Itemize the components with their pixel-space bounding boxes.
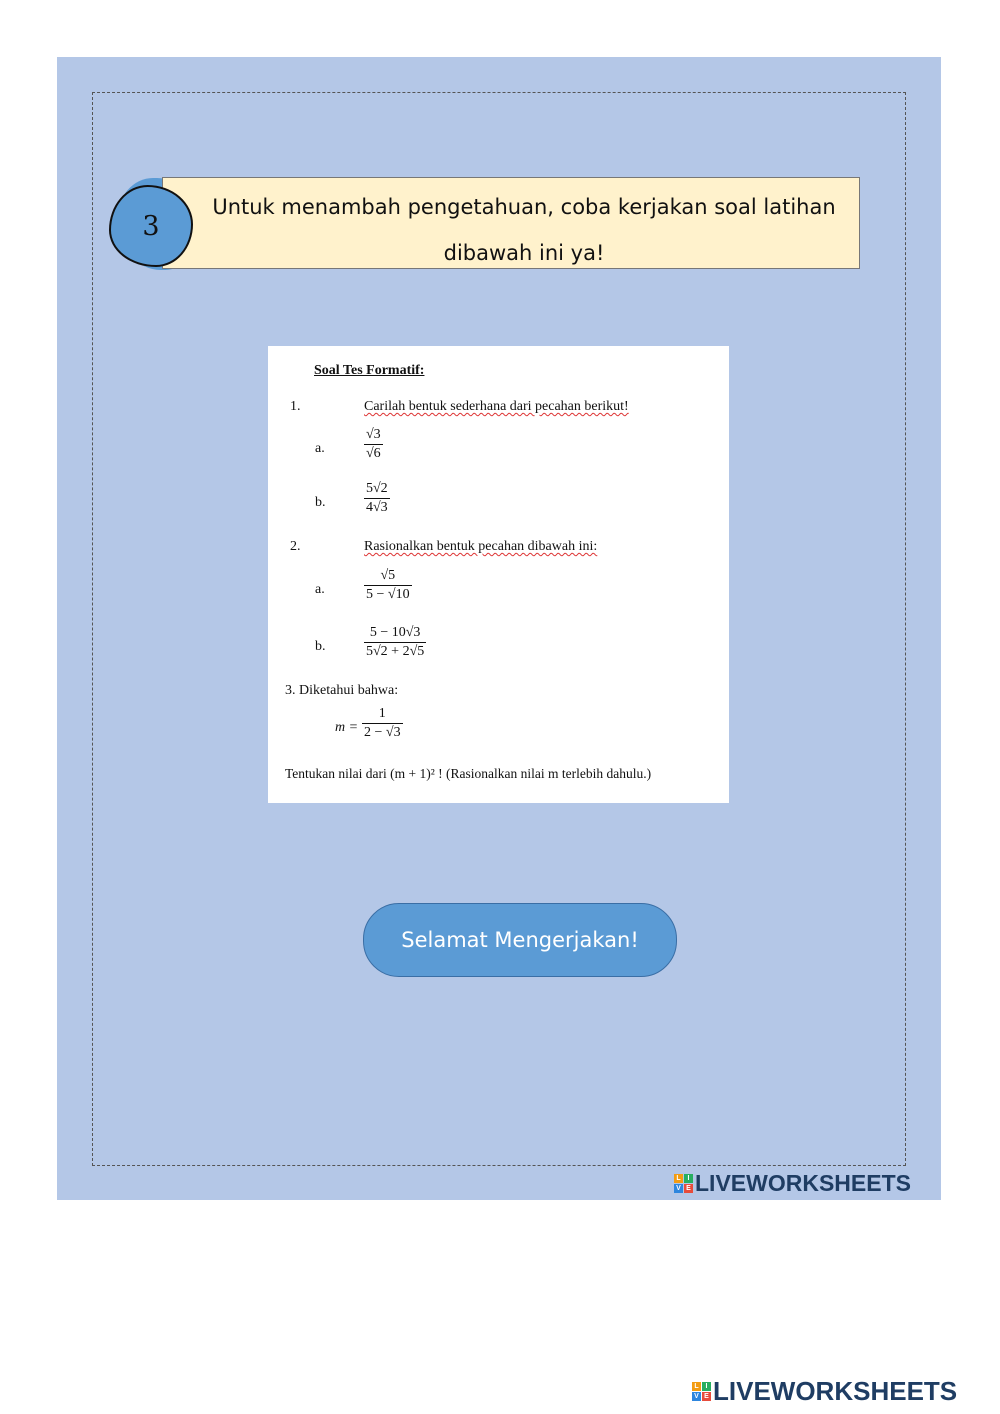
q3-fraction	[362, 706, 403, 741]
q3-denominator: 2 − √3	[364, 725, 401, 740]
q1a-label: a.	[315, 441, 325, 456]
q1a-fraction	[364, 427, 383, 462]
q2b-denominator: 5√2 + 2√5	[366, 644, 425, 659]
q3-task: Tentukan nilai dari (m + 1)² ! (Rasionalkan nilai m terlebih dahulu.)	[285, 766, 652, 781]
q1b-label: b.	[315, 495, 326, 510]
q1-text: Carilah bentuk sederhana dari pecahan berikut!	[364, 399, 629, 414]
q2a-denominator: 5 − √10	[366, 587, 410, 602]
q3-text: 3. Diketahui bahwa:	[285, 683, 399, 698]
q2-text: Rasionalkan bentuk pecahan dibawah ini:	[364, 539, 598, 554]
q1-number: 1.	[290, 399, 301, 414]
brand-logo-footer	[692, 1376, 957, 1407]
q3-m-equals: m =	[335, 720, 359, 735]
q2b-label: b.	[315, 639, 326, 654]
step-number-badge: 3	[109, 185, 193, 267]
q1a-denominator: √6	[366, 446, 381, 461]
q2b-numerator: 5 − 10√3	[369, 625, 421, 640]
q2-number: 2.	[290, 539, 301, 554]
quiz-title: Soal Tes Formatif:	[314, 363, 425, 378]
q2b-fraction	[364, 625, 426, 660]
brand-logo-icon: L I V E	[674, 1174, 693, 1193]
brand-name: LIVEWORKSHEETS	[713, 1376, 958, 1406]
q1b-denominator: 4√3	[366, 500, 388, 515]
brand-logo-icon: L I V E	[692, 1382, 711, 1401]
quiz-image	[268, 346, 729, 803]
worksheet-page	[57, 57, 941, 1200]
q1b-numerator: 5√2	[366, 481, 388, 496]
q1b-fraction	[364, 481, 390, 516]
instruction-line-2: dibawah ini ya!	[443, 241, 605, 265]
instruction-banner	[162, 177, 860, 269]
brand-logo-inner	[674, 1170, 911, 1197]
instruction-text	[199, 184, 849, 276]
closing-message-pill: Selamat Mengerjakan!	[363, 903, 677, 977]
q2a-numerator: √5	[380, 568, 396, 583]
q2a-fraction	[364, 568, 412, 603]
q1a-numerator: √3	[366, 427, 381, 442]
q2a-label: a.	[315, 582, 325, 597]
instruction-line-1: Untuk menambah pengetahuan, coba kerjakan soal latihan	[212, 195, 836, 219]
q3-numerator: 1	[378, 706, 386, 721]
brand-name: LIVEWORKSHEETS	[695, 1170, 911, 1196]
